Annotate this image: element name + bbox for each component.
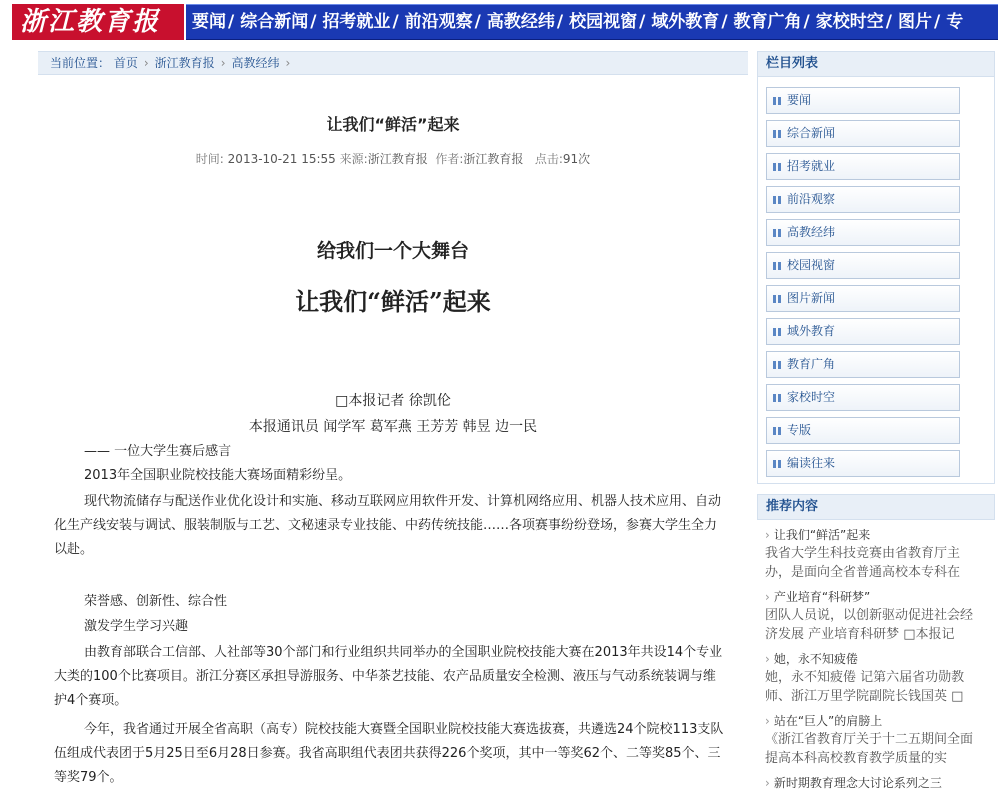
meta-clicks: 91次 xyxy=(562,152,591,166)
recommend-item xyxy=(765,712,995,768)
columns-header: 栏目列表 xyxy=(757,51,995,77)
byline-correspondents: 本报通讯员 闻学军 葛军燕 王芳芳 韩昱 边一民 xyxy=(248,419,538,435)
recommend-title[interactable]: › 产业培育“科研梦” xyxy=(765,590,871,604)
main-nav: 要闻 / 综合新闻 / 招考就业 / 前沿观察 / 高教经纬 / 校园视窗 / 域外教育 / 教育广角 / 家校时空 / 图片 / 专 xyxy=(186,4,998,40)
chevron-right-icon: › xyxy=(765,776,770,790)
chevron-right-icon: › xyxy=(765,528,770,542)
chevron-right-icon: › xyxy=(765,590,770,604)
meta-author-label: 作者: xyxy=(435,152,464,166)
article-paragraph: 激发学生学习兴趣 xyxy=(84,619,189,634)
nav-item-yuwai[interactable]: 域外教育 xyxy=(651,12,720,32)
recommend-item xyxy=(765,588,995,644)
recommend-title[interactable]: › 新时期教育理念大讨论系列之三 xyxy=(765,776,942,790)
meta-author: 浙江教育报 xyxy=(463,152,524,166)
chevron-right-icon: › xyxy=(285,56,291,70)
meta-time-label: 时间: xyxy=(195,152,224,166)
breadcrumb-gaojiao[interactable]: 高教经纬 xyxy=(231,56,280,70)
recommend-title[interactable]: › 她，永不知疲倦 xyxy=(765,652,858,666)
meta-source-label: 来源: xyxy=(339,152,368,166)
recommend-item xyxy=(765,650,995,706)
nav-item-zhuan[interactable]: 专 xyxy=(946,12,964,32)
meta-source: 浙江教育报 xyxy=(367,152,428,166)
column-item[interactable]: 综合新闻 xyxy=(766,120,960,147)
bullet-icon xyxy=(773,130,781,138)
nav-item-yaowen[interactable]: 要闻 xyxy=(192,12,226,32)
breadcrumb xyxy=(38,51,748,75)
bullet-icon xyxy=(773,427,781,435)
headline-main: 让我们“鲜活”起来 xyxy=(295,287,491,316)
bullet-icon xyxy=(773,229,781,237)
bullet-icon xyxy=(773,394,781,402)
site-logo[interactable]: 浙江教育报 xyxy=(12,4,184,40)
right-sidebar xyxy=(757,51,995,795)
column-item[interactable]: 要闻 xyxy=(766,87,960,114)
article-paragraph: 今年，我省通过开展全省高职（高专）院校技能大赛暨全国职业院校技能大赛选拔赛，共遴选24个院校113支队伍组成代表团于5月25日至6月28日参赛。我省高职组代表团共获得226个奖项，其中一等奖62个、二等奖85个、三等奖79个。 xyxy=(54,722,724,785)
column-item[interactable]: 高教经纬 xyxy=(766,219,960,246)
article-title: 让我们“鲜活”起来 xyxy=(326,115,460,134)
article-paragraph: 现代物流储存与配送作业优化设计和实施、移动互联网应用软件开发、计算机网络应用、机器人技术应用、自动化生产线安装与调试、服装制版与工艺、文秘速录专业技能、中药传统技能……各项赛事纷纷登场，参赛大学生全力以赴。 xyxy=(54,494,722,557)
column-item[interactable]: 域外教育 xyxy=(766,318,960,345)
meta-clicks-label: 点击: xyxy=(534,152,563,166)
nav-item-xiaoyuan[interactable]: 校园视窗 xyxy=(569,12,638,32)
column-item[interactable]: 招考就业 xyxy=(766,153,960,180)
bullet-icon xyxy=(773,262,781,270)
breadcrumb-home[interactable]: 首页 xyxy=(113,56,138,70)
byline-reporter: □本报记者 徐凯伦 xyxy=(335,393,451,409)
recommend-title[interactable]: › 让我们“鲜活”起来 xyxy=(765,528,871,542)
recommend-item xyxy=(765,774,995,792)
chevron-right-icon: › xyxy=(765,714,770,728)
column-item[interactable]: 图片新闻 xyxy=(766,285,960,312)
breadcrumb-prefix: 当前位置： xyxy=(50,56,111,70)
column-item[interactable]: 教育广角 xyxy=(766,351,960,378)
article-paragraph: 由教育部联合工信部、人社部等30个部门和行业组织共同举办的全国职业院校技能大赛在2013年共设14个专业大类的100个比赛项目。浙江分赛区承担导游服务、中华茶艺技能、农产品质量安全检测、液压与气动系统装调与维护4个赛项。 xyxy=(54,645,723,708)
article-meta xyxy=(38,150,748,167)
column-item[interactable]: 专版 xyxy=(766,417,960,444)
headline-sub: 给我们一个大舞台 xyxy=(316,240,469,262)
recommend-header: 推荐内容 xyxy=(757,494,995,520)
recommend-box xyxy=(757,494,995,792)
bullet-icon xyxy=(773,460,781,468)
nav-item-tupian[interactable]: 图片 xyxy=(897,12,932,32)
article-paragraph: 2013年全国职业院校技能大赛场面精彩纷呈。 xyxy=(84,468,352,483)
nav-item-zonghe[interactable]: 综合新闻 xyxy=(240,12,309,32)
bullet-icon xyxy=(773,361,781,369)
recommend-desc: 我省大学生科技竞赛由省教育厅主办，是面向全省普通高校本专科在 xyxy=(765,546,961,580)
site-header xyxy=(0,0,998,44)
bullet-icon xyxy=(773,163,781,171)
nav-item-zhaokao[interactable]: 招考就业 xyxy=(322,12,391,32)
meta-time: 2013-10-21 15:55 xyxy=(227,152,336,166)
bullet-icon xyxy=(773,97,781,105)
recommend-desc: 她，永不知疲倦 记第六届省功勋教师、浙江万里学院副院长钱国英 □ xyxy=(765,670,965,704)
nav-item-gaojiao[interactable]: 高教经纬 xyxy=(486,12,555,32)
columns-list xyxy=(757,77,995,484)
chevron-right-icon: › xyxy=(765,652,770,666)
recommend-desc: 《浙江省教育厅关于十二五期间全面提高本科高校教育教学质量的实 xyxy=(765,732,974,766)
nav-item-qianyan[interactable]: 前沿观察 xyxy=(404,12,473,32)
recommend-title[interactable]: › 站在“巨人”的肩膀上 xyxy=(765,714,883,728)
recommend-item xyxy=(765,526,995,582)
nav-item-guangjiao[interactable]: 教育广角 xyxy=(733,12,802,32)
chevron-right-icon: › xyxy=(220,56,226,70)
nav-item-jiaxiao[interactable]: 家校时空 xyxy=(815,12,884,32)
column-item[interactable]: 前沿观察 xyxy=(766,186,960,213)
bullet-icon xyxy=(773,196,781,204)
column-item[interactable]: 家校时空 xyxy=(766,384,960,411)
bullet-icon xyxy=(773,328,781,336)
recommend-list xyxy=(757,520,995,792)
breadcrumb-zjjyb[interactable]: 浙江教育报 xyxy=(154,56,215,70)
article-paragraph: —— 一位大学生赛后感言 xyxy=(84,444,232,459)
bullet-icon xyxy=(773,295,781,303)
recommend-desc: 团队人员说，以创新驱动促进社会经济发展 产业培育科研梦 □本报记 xyxy=(765,608,974,642)
column-item[interactable]: 编读往来 xyxy=(766,450,960,477)
article-paragraph: 荣誉感、创新性、综合性 xyxy=(84,594,228,609)
chevron-right-icon: › xyxy=(143,56,149,70)
column-item[interactable]: 校园视窗 xyxy=(766,252,960,279)
